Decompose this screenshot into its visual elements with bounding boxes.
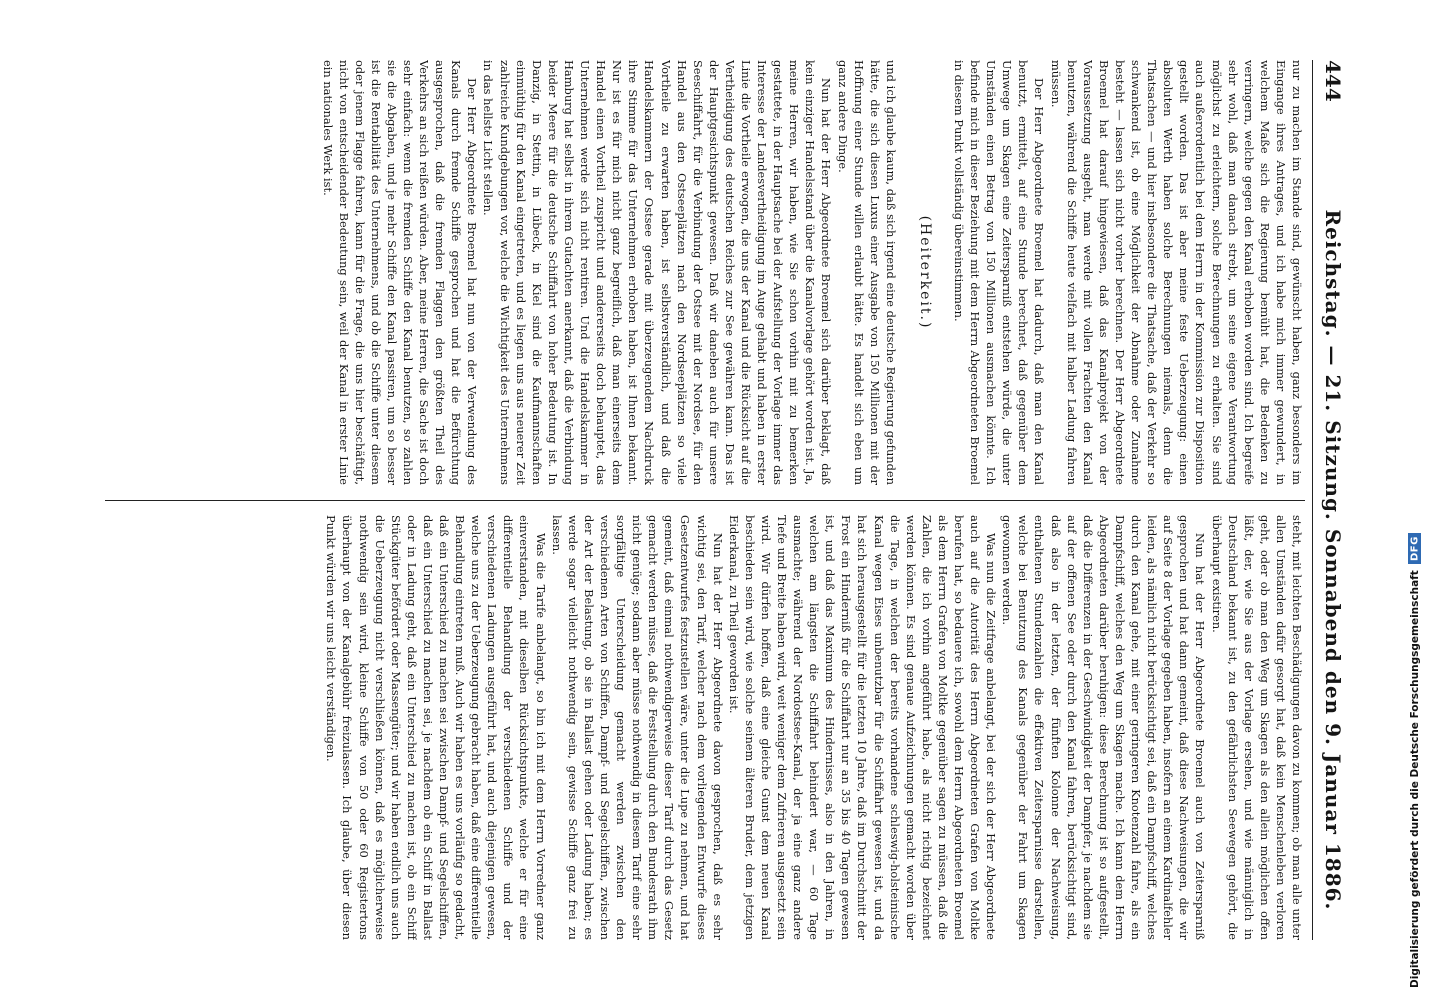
newspaper-page (71, 30, 1361, 970)
page-header (1319, 60, 1345, 940)
paragraph: Nun hat der Herr Abgeordnete Broemel auch von Zeitersparniß gesprochen und hat dann gemeint, daß diese Nachweisungen, die wir auf Seite 8 der Vorlage gegeben haben, insofern an einem Kardinalfehler leiden, als nämlich nicht berücksichtigt sei, daß ein Dampfschiff, welches durch den Kanal gehe, mit einer geringeren Knotenzahl fahre, als ein Dampfschiff, welches den Weg um Skagen mache. Ich kann dem Herrn Abgeordneten darüber beruhigen: diese Berechnung ist so aufgestellt, daß die Differenzen in der Geschwindigkeit der Dampfer, je nachdem sie auf der offenen See oder durch den Kanal fahren, berücksichtigt sind, daß also in der letzten, der fünften Kolonne der Nachweisung, enthaltenen Stundenzahlen die effektiven Zeitersparnisse darstellen, welche bei Benutzung des Kanals gegenüber der Fahrt um Skagen gewonnen werden. (1000, 515, 1208, 940)
paragraph: Nun hat der Herr Abgeordnete davon gesprochen, daß es sehr wichtig sei, den Tarif, welcher nach dem vorliegenden Entwurfe dieses Gesetzentwurfes festzustellen wäre, unter die Lupe zu nehmen, und hat gemeint, daß einmal nothwendigerweise dieser Tarif durch das Gesetz gemacht werden müsse, daß die Feststellung durch den Bundesrath ihm nicht genüge; sodann aber müsse nothwendig in diesem Tarif eine sehr sorgfältige Unterscheidung gemacht werden zwischen den verschiedenen Arten von Schiffen, Dampf- und Segelschiffen, zwischen der Art der Belastung, ob sie in Ballast gehen oder Ladung haben; es werde sogar vielleicht nothwendig sein, gewisse Schiffe ganz frei zu lassen. (549, 515, 725, 940)
digitization-credit (1405, 12, 1425, 988)
dfg-logo: DFG (1409, 533, 1422, 564)
paragraph: steht, mit leichten Beschädigungen davon zu kommen; ob man alle unter allen Umständen dafür gesorgt hat, daß kein Menschenleben verloren geht, oder ob man den Weg um Skagen als den allein möglichen offen läßt, der, wie Sie aus der Vorlage ersehen, und wie männiglich in Deutschland bekannt ist, zu den gefährlichsten Seewegen gehört, die überhaupt existiren. (1209, 515, 1304, 940)
paragraph: Nun hat der Herr Abgeordnete Broemel sich darüber beklagt, daß kein einziger Handelsstand über die Kanalvorlage gehört worden ist. Ja, meine Herren, wir haben, wie Sie schon vorhin mit zu bemerken gestattete, in der Hauptsache bei der Aufstellung der Vorlage immer das Interesse der Landesvertheidigung im Auge gehabt und haben in erster Linie die Vortheile erwogen, die uns der Kanal und die Rücksicht auf die Vertheidigung des deutschen Reiches zur See gewähren kann. Das ist der Hauptgesichtspunkt gewesen. Daß wir daneben auch für unsere Seeschiffahrt, für die Verbindung der Ostsee mit der Nordsee, für den Handel aus den Ostseeplätzen nach den Nordseeplätzen so viele Vortheile zu erwarten haben, ist selbstverständlich, und daß die Handelskammern der Ostsee gerade mit überzeugendem Nachdruck ihre Stimme für das Unternehmen erhoben haben, ist Ihnen bekannt. Nur ist es für mich nicht ganz begreiflich, daß man einerseits dem Handel einen Vortheil zuspricht und andererseits doch behauptet, das Unternehmen werde sich nicht rentiren. Und die Handelskammer in Hamburg hat selbst in ihrem Gutachten anerkannt, daß die Verbindung beider Meere für die deutsche Schiffahrt von hoher Bedeutung ist. In Danzig, in Stettin, in Lübeck, in Kiel sind die Kaufmannschaften einmüthig für den Kanal eingetreten, und es liegen uns aus neuerer Zeit zahlreiche Kundgebungen vor, welche die Wichtigkeit des Unternehmens in das hellste Licht stellen. (481, 60, 834, 485)
page-number: 444 (1321, 60, 1345, 102)
column-divider (105, 500, 1305, 501)
running-head: Reichstag. — 21. Sitzung. Sonnabend den 9. Januar 1886. (1321, 209, 1345, 911)
paragraph: Was die Tarife anbelangt, so bin ich mit dem Herrn Vorredner ganz einverstanden, mit dieselben Rücksichtspunkte, welche er für eine differentielle Behandlung der verschiedenen Schiffe und der verschiedenen Ladungen ausgeführt hat, und auch diejenigen gewesen, welche uns zu der Ueberzeugung gebracht haben, daß eine differentielle Behandlung eintreten muß. Auch wir haben es uns vorläufig so gedacht, daß ein Unterschied zu machen sei zwischen Dampf- und Segelschiffen, daß ein Unterschied zu machen sei, je nachdem ob ein Schiff in Ballast oder in Ladung geht, daß ein Unterschied zu machen ist, ob ein Schiff Stückgüter befördert oder Massengüter; und wir haben endlich uns auch die Ueberzeugung nicht verschließen können, daß es möglicherweise nothwendig sein wird, kleine Schiffe von 50 oder 60 Registertons überhaupt von der Kanalgebühr freizulassen. Ich glaube, über diesen Punkt würden wir uns leicht verständigen. (324, 515, 548, 940)
paragraph: nur zu machen im Stande sind, gewünscht haben, ganz besonders im Eingange ihres Antrages, und ich habe mich immer gewundert, in welchem Maße sich die Regierung bemüht hat, die Bedenken zu verringern, welche gegen den Kanal erhoben worden sind. Ich begreife sehr wohl, daß man danach strebt, um seine eigene Verantwortung möglichst zu erleichtern, solche Berechnungen zu erhalten. Sie sind auch außerordentlich bei dem Herrn in der Kommission zur Disposition gestellt worden. Das ist aber meine feste Ueberzeugung: einen absoluten Werth haben solche Berechnungen niemals, denn die Thatsachen — und hier insbesondere die Thatsache, daß der Verkehr so schwankend ist, ob eine Möglichkeit der Abnahme oder Zunahme besteht — lassen sich nicht vorher berechnen. Der Herr Abgeordnete Broemel hat darauf hingewiesen, daß das Kanalprojekt von der Voraussetzung ausgeht, man werde mit vollen Frachten den Kanal benutzen, während die Schiffe heute vielfach mit halber Ladung fahren müssen. (1048, 60, 1304, 485)
header-rule (1312, 60, 1313, 940)
right-column (105, 515, 1305, 940)
paragraph: Der Herr Abgeordnete Broemel hat nun von der Verwendung des Kanals durch fremde Schiffe gesprochen und hat die Befürchtung ausgesprochen, daß die fremden Flaggen den größten Theil des Verkehrs an sich reißen würden. Aber, meine Herren, die Sache ist doch sehr einfach: wenn die fremden Schiffe den Kanal benutzen, so zahlen sie die Abgaben, und je mehr Schiffe den Kanal passiren, um so besser ist die Rentabilität des Unternehmens, und ob die Schiffe unter diesem oder jenem Flagge fahren, kann für die Frage, die uns hier beschäftigt, nicht von entscheidender Bedeutung sein, weil der Kanal in erster Linie ein nationales Werk ist. (320, 60, 480, 485)
paragraph: Der Herr Abgeordnete Broemel hat dadurch, daß man den Kanal benutzt, ermittelt, auf eine Stunde berechnet, daß gegenüber dem Umwege um Skagen eine Zeitersparniß entstehen würde, die unter Umständen einen Betrag von 150 Millionen ausmachen könnte. Ich befinde mich in dieser Beziehung mit dem Herrn Abgeordneten Broemel in diesem Punkt vollständig übereinstimmen. (952, 60, 1047, 485)
paragraph: Was nun die Zeitfrage anbelangt, bei der sich der Herr Abgeordnete auch auf die Autorität des Herrn Abgeordneten Grafen von Moltke berufen hat, so bedauere ich, sowohl dem Herrn Abgeordneten Broemel als dem Herrn Grafen von Moltke gegenüber sagen zu müssen, daß die Zahlen, die ich vorhin angeführt habe, als nicht richtig bezeichnet werden können. Es sind genaue Aufzeichnungen gemacht worden über die Tage, in welchen der bereits vorhandene schleswig-holsteinische Kanal wegen Eises unbenutzbar für die Schiffahrt gewesen ist, und da hat sich herausgestellt für die letzten 10 Jahre, daß im Durchschnitt der Frost ein Hinderniß für die Schiffahrt nur an 35 bis 40 Tagen gewesen ist, und daß das Maximum des Hindernisses, also in den Jahren, in welchen am längsten die Schiffahrt behindert war, — 60 Tage ausmachte; während der Nordostsee-Kanal, der ja eine ganz andere Tiefe und Breite haben wird, weit weniger dem Zufrieren ausgesetzt sein wird. Wir dürfen hoffen, daß eine gleiche Gunst dem neuen Kanal beschieden sein wird, wie solche seinem älteren Bruder, dem jetzigen Eiderkanal, zu Theil geworden ist. (726, 515, 999, 940)
left-column (105, 60, 1305, 485)
paragraph: und ich glaube kaum, daß sich irgend eine deutsche Regierung gefunden hätte, die sich diesen Luxus einer Ausgabe von 150 Millionen mit der Hoffnung einer Stunde willen erlaubt hätte. Es handelt sich eben um ganz andere Dinge. (835, 60, 898, 485)
remark-laughter: (Heiterkeit.) (916, 215, 933, 330)
digitization-credit-text: Digitalisierung gefördert durch die Deutsche Forschungsgemeinschaft (1409, 570, 1421, 988)
